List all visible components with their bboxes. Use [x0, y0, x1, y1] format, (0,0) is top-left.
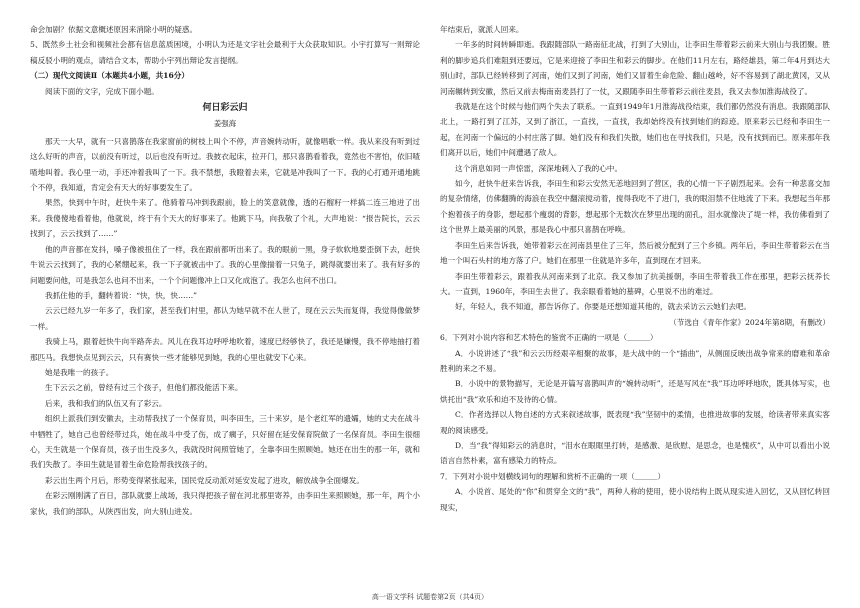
left-column: [30, 22, 420, 582]
paragraph: 生下云云之前，曾经有过三个孩子，但他们都没能活下来。: [45, 383, 243, 393]
paragraph: 李田生后来告诉我，她带着彩云在河南县里住了三年，然后被分配到了三个乡镇。两年后，李田生带着彩云在当地一个叫石头村的地方落了户。她们在那里一住就是许多年，直到现在才回来。: [440, 240, 830, 266]
paragraph: 他的声音都在发抖，嗓子像被扭住了一样，我在跟前都听出来了。我的眼前一黑，身子软软地要歪倒下去，赶快牛说云云找到了，我的心紧绷起来，我一下子就被击中了。我的心里像揣着一只兔子，跳得就要出来了。我有好多的问题要问他，可是我怎么也问不出来，一个个问题像冲上口又化成泡了。我怎么也问不出口。: [30, 244, 420, 285]
option-a: A．小说首、尾处的“你”和贯穿全文的“我”，两种人称的使用，使小说结构上既从现实进入回忆，又从回忆转回现实，: [440, 487, 830, 512]
paragraph: 这个消息如同一声惊雷，深深地刺入了我的心中。: [455, 163, 623, 173]
story-author: 姜强海: [213, 119, 237, 129]
instruction: 阅读下面的文字，完成下面小题。: [45, 86, 159, 96]
option-a: A．小说讲述了“我”和云云历经艰辛相聚的故事，是大战中的一个“插曲”，从侧面反映出战争常来的磨难和革命胜利的来之不易。: [440, 348, 830, 373]
question-5: 5、既然乡土社会和视频社会都有信息蓝质困境，小明认为还是文字社会最利于大众获取知识。小宇打算写一则辩论稿反驳小明的观点，请结合文本，帮助小宇列出辩论发言提纲。: [30, 40, 420, 65]
story-title: 何日彩云归: [202, 103, 248, 114]
paragraph: 我骑上马，跟着赶快牛向半路奔去。风儿在我耳边呼呼地吹着，速度已经够快了，我还是嫌慢，我不停地抽打着那匹马。我想快点见到云云，只有赛快一些才能够见到她，我的心里也就安下心来。: [30, 337, 420, 362]
option-b: B．小说中的景物描写，无论是开篇写喜鹊叫声的“婉转动听”，还是写风在“我”耳边呼呼地吹，既具体写实，也烘托出“我”欢乐和迫不及待的心情。: [440, 379, 830, 404]
text-line: 命会加剧？依据文意概述原因来消除小明的疑惑。: [30, 25, 198, 34]
paragraph: 我就是在这个时候与他们两个失去了联系。一直到1949年1月淮海战役结束，我们都仍然没有消息。我跟随部队北上，一路打到了江苏，又到了浙江，一直找，一直找，我却始终没有找到她们的踪迹。原来彩云已经和李田生一起，在河南一个偏远的小村庄落了脚。她们没有和我们失散，她们也在寻找我们，只是，没有找到而已。原来那年我们离开以后，她们中间遭遇了敌人。: [440, 102, 830, 158]
right-column: [440, 22, 830, 582]
question-6: 6．下列对小说内容和艺术特色的鉴赏不正确的一项是（＿＿＿）: [440, 333, 658, 343]
paragraph: 那天一大早，就有一只喜鹊落在我家窗前的树枝上叫个不停，声音婉转动听，就像唱歌一样。我从来没有听到过这么好听的声音，以前没有听过，以后也没有听过。我披衣起床，拉开门，那只喜鹊看着我，竟然也不害怕，依旧喳喳地叫着。我心里一动，手还冲着我叫了一下。我不禁想，我瞪着去来，它就是冲我叫了一下。我的心打通开通地跳个不停，我知道，肯定会有天大的好事要发生了。: [30, 136, 420, 193]
paragraph: 后来，我和我们的队伍又有了彩云。: [45, 398, 167, 408]
paragraph: 云云已经九岁一年多了，我们家，甚至我们村里，都认为她早就不在人世了，现在云云失而复得，我觉得像做梦一样。: [30, 306, 420, 331]
paragraph: 李田生带着彩云，跟着我从河南来到了北京。我又参加了抗美援朝，李田生带着我工作在那里，把彩云抚养长大。一直到，1960年，李田生去世了。我亲眼看着她的墓碑，心里说不出的难过。: [440, 271, 830, 296]
option-d: D．当“我”得知彩云的消息时，“泪水在眼眶里打转，是感激、是欣慰、是思念，也是愧疚”，从中可以看出小说语言自然朴素，富有感染力的特点。: [440, 440, 830, 466]
paragraph: 我抓住他的手，翻转着说：“快，快，快……”: [45, 290, 198, 300]
paragraph: 好，年轻人，我不知道，都告诉你了。你要是还想知道其他的，就去采访云云她们去吧。: [455, 302, 752, 312]
paragraph: 一年多的时间转瞬即逝。我跟随部队一路南征北战，打到了大别山，让李田生带着彩云前来大别山与我团聚。胜利的脚步追兵们难阻到还要远，它是来迎接了李田生和彩云的脚步。在他们11月左右，路经雄县，第二年4月到达大别山时，部队已经转移到了河南，她们又到了河南，她们又冒着生命危险、翻山越岭，好不容易到了湖北黄冈，又从河南辗转到安徽，然后又前去梅南南麦县打了一仗，又跟随李田生带着彩云前往麦县，我又去参加淮海战役了。: [440, 40, 830, 96]
paragraph: 彩云出生两个月后，形势变得紧张起来，国民党反动派对延安发起了进攻，解放战争全面爆发。: [45, 475, 364, 485]
section-heading: （二）现代文阅读Ⅱ（本题共4小题，共16分）: [30, 71, 189, 81]
paragraph: 在彩云刚刚满了百日，部队就要上战场，我只得把孩子留在河北那里寄养，由李田生来照顾她，那一年，两个小家伙，我们的部队，从陕西出发，向大别山进发。: [30, 491, 420, 516]
paragraph: 年结束后，就派人回来。: [440, 25, 524, 34]
paragraph: 她是我唯一的孩子。: [45, 367, 114, 377]
paragraph: 如今，赶快牛赶来告诉我，李田生和彩云安然无恙地回到了营区，我的心情一下子剧烈起来。会有一种悲喜交加的复杂情绪，仿佛翻腾的海浪在我空中翻滚搅动着，搅得我吃不了进门，我的眼泪禁不住地流了下来。我想起当年那个抱着孩子的身影，想起那个瘦弱的背影，想起那个无数次在梦里出现的面孔，泪水就像决了堤一样，我仿佛看到了这个世界上最美丽的风景，那是我心中那只喜鹊在呼唤。: [440, 179, 830, 235]
source-note: （节选自《青年作家》2024年第8期，有删改）: [669, 317, 830, 327]
paragraph: 果然，快到中午时，赶快牛来了。他骑着马冲到我跟前，脸上的笑意就像，透的石榴籽一样搞二连三地迸了出来。我傻傻地看着他，他就说，终于有个天大的好事来了。他跳下马，向我敬了个礼，大声地说：“报告院长，云云找到了，云云找到了……”: [30, 198, 420, 239]
page-footer: 高一语文学科 试题卷第2页（共4页）: [371, 593, 489, 601]
question-7: 7．下列对小说中划横线词句的理解和赏析不正确的一项（＿＿＿）: [440, 471, 666, 481]
option-c: C．作者选择以人物自述的方式来叙述故事，既表现“我”坚韧中的柔情，也推进故事的发展，给读者带来真实客观的阅读感受。: [440, 410, 830, 435]
paragraph: 组织上派我们到安徽去，主动帮我找了一个保育员，叫李田生，三十来岁，是个老红军的遗孀，她的丈夫在战斗中牺牲了，她自己也曾经带过兵，她在战斗中受了伤，成了瘸子，只好留在延安保育院做了一名保育员。李田生很细心，天生就是一个保育员，孩子出生没多久，我就没时间照管她了，全靠李田生照顾她。她还在出生的那一年，就和我们失散了。李田生就是冒着生命危险帮我找孩子的。: [30, 414, 420, 470]
